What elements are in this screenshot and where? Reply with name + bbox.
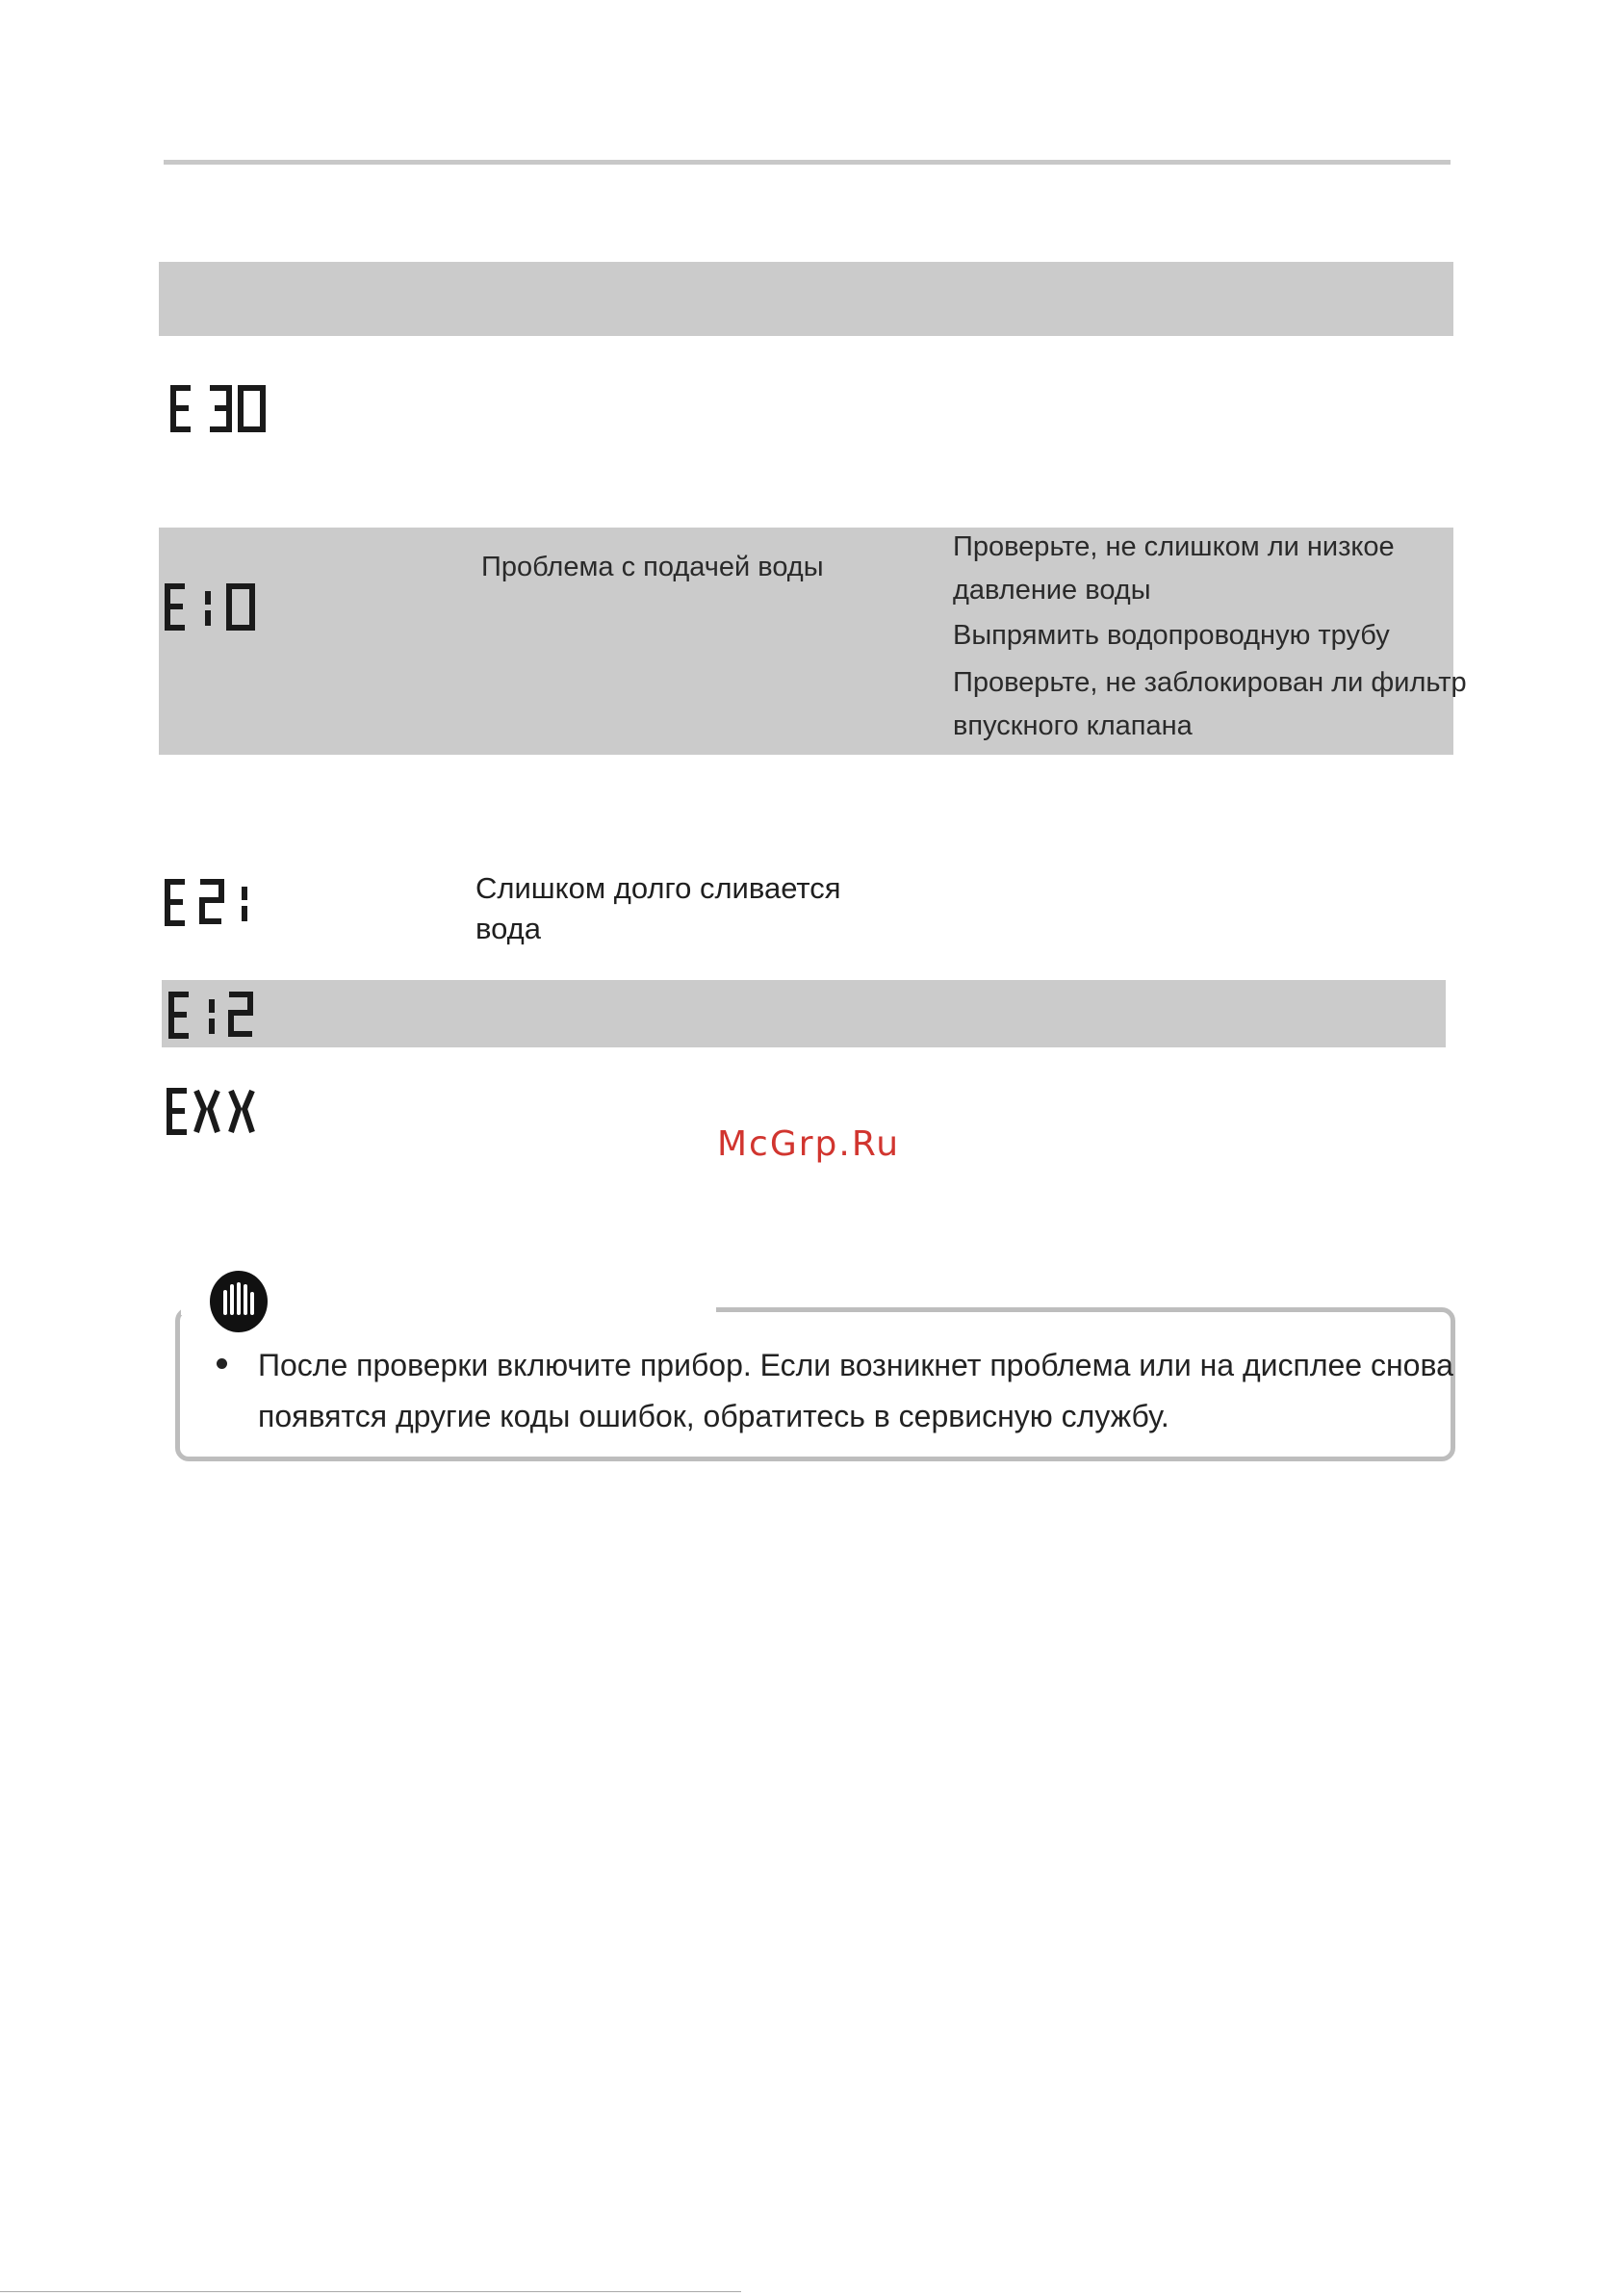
top-rule — [164, 160, 1451, 165]
e10-solution-line-3: Выпрямить водопроводную трубу — [953, 620, 1390, 651]
e10-solution-line-1: Проверьте, не слишком ли низкое — [953, 531, 1395, 562]
note-line-2: появятся другие коды ошибок, обратитесь в сервисную службу. — [258, 1399, 1169, 1433]
error-code-e30 — [171, 385, 277, 433]
error-code-exx — [167, 1088, 273, 1136]
note-line-1: После проверки включите прибор. Если возникнет проблема или на дисплее снова — [258, 1348, 1453, 1382]
note-bullet — [217, 1358, 227, 1369]
error-code-e10 — [166, 583, 271, 632]
e10-problem: Проблема с подачей воды — [481, 552, 824, 582]
watermark: McGrp.Ru — [717, 1124, 901, 1164]
caution-hand-icon — [208, 1269, 270, 1334]
error-code-e12 — [169, 992, 275, 1040]
footer-rule — [0, 2291, 741, 2292]
e21-problem-line-1: Слишком долго сливается — [475, 871, 841, 905]
row-e12 — [162, 980, 1446, 1047]
table-header-band — [159, 262, 1453, 336]
e21-problem-line-2: вода — [475, 912, 542, 945]
e10-solution-line-5: впускного клапана — [953, 710, 1193, 741]
e10-solution-line-4: Проверьте, не заблокирован ли фильтр — [953, 667, 1467, 698]
e10-solution-line-2: давление воды — [953, 575, 1151, 606]
error-code-e21 — [166, 879, 271, 927]
